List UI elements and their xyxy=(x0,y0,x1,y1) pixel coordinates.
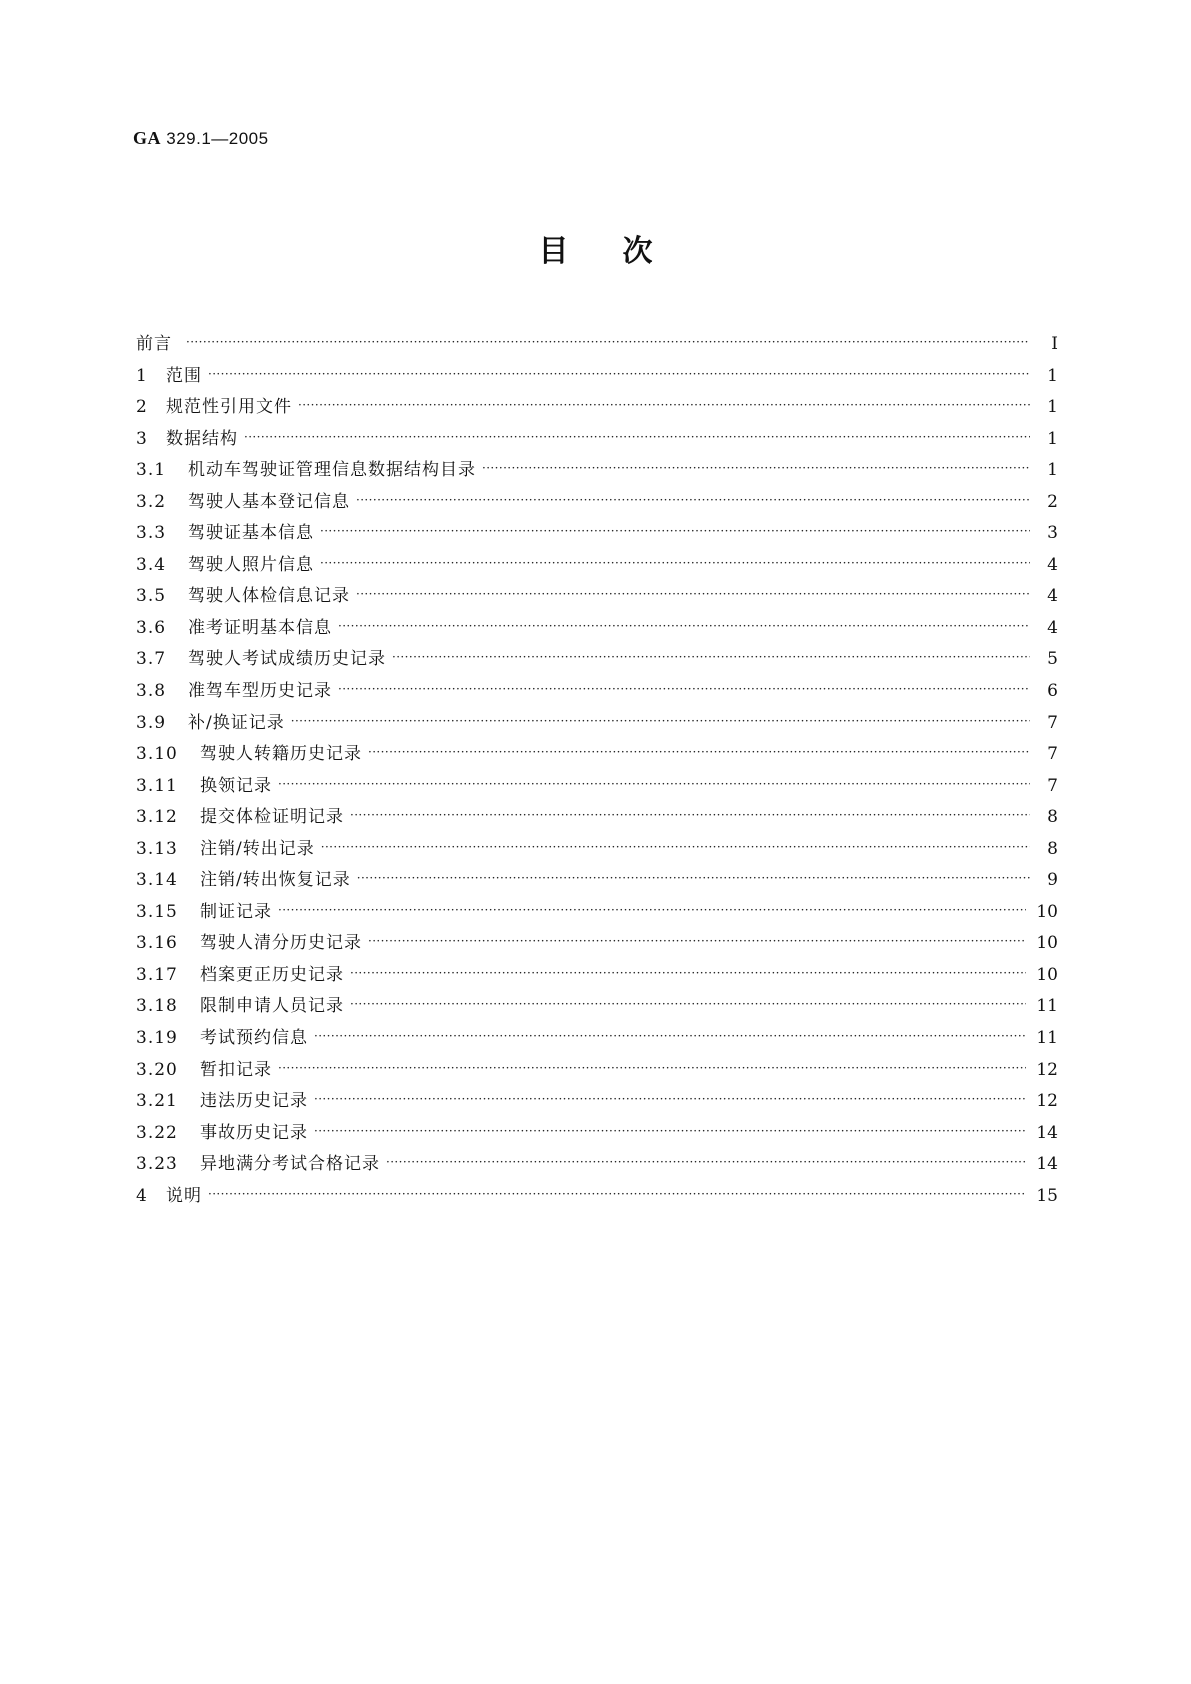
toc-entry[interactable] xyxy=(136,361,1058,393)
toc-entry-page: 10 xyxy=(1036,933,1058,954)
toc-entry-title: 机动车驾驶证管理信息数据结构目录 xyxy=(188,460,476,481)
toc-entry-page: 1 xyxy=(1047,365,1058,386)
toc-entry[interactable] xyxy=(136,1181,1058,1213)
toc-entry-number: 3.19 xyxy=(136,1028,178,1049)
toc-entry-page: 11 xyxy=(1036,1028,1058,1049)
toc-leader-dots xyxy=(338,611,1030,643)
toc-leader-dots xyxy=(368,737,1030,769)
toc-entry[interactable] xyxy=(136,392,1058,424)
toc-entry[interactable] xyxy=(136,424,1058,456)
toc-entry[interactable] xyxy=(136,708,1058,740)
toc-entry-title: 驾驶人基本登记信息 xyxy=(188,491,350,512)
toc-entry-number: 3.23 xyxy=(136,1154,178,1175)
toc-entry-title: 提交体检证明记录 xyxy=(200,807,344,828)
toc-entry-number: 3.5 xyxy=(136,586,167,607)
toc-entry-page: 2 xyxy=(1047,491,1058,512)
toc-entry-number: 1 xyxy=(136,365,148,386)
toc-entry-title: 说明 xyxy=(166,1185,202,1206)
toc-leader-dots xyxy=(208,1179,1026,1211)
toc-leader-dots xyxy=(278,769,1030,801)
document-header xyxy=(133,128,269,149)
toc-entry-title: 驾驶人照片信息 xyxy=(188,554,314,575)
toc-entry-title: 驾驶人清分历史记录 xyxy=(200,933,362,954)
toc-leader-dots xyxy=(368,926,1026,958)
toc-entry[interactable] xyxy=(136,739,1058,771)
toc-entry-title: 驾驶人转籍历史记录 xyxy=(200,744,362,765)
toc-entry-title: 限制申请人员记录 xyxy=(200,996,344,1017)
toc-entry-page: 3 xyxy=(1047,523,1058,544)
toc-leader-dots xyxy=(356,579,1030,611)
standard-number: 329.1—2005 xyxy=(166,129,269,148)
toc-entry-title: 驾驶证基本信息 xyxy=(188,523,314,544)
toc-leader-dots xyxy=(392,642,1030,674)
toc-entry-number: 3.13 xyxy=(136,838,178,859)
toc-entry-number: 3.15 xyxy=(136,901,178,922)
toc-entry-title: 前言 xyxy=(136,334,172,354)
toc-entry[interactable] xyxy=(136,928,1058,960)
toc-leader-dots xyxy=(291,706,1030,738)
toc-entry-page: 14 xyxy=(1036,1154,1058,1175)
toc-entry-page: 7 xyxy=(1047,775,1058,796)
toc-entry-page: 14 xyxy=(1036,1122,1058,1143)
toc-entry[interactable] xyxy=(136,644,1058,676)
toc-entry-number: 3.12 xyxy=(136,807,178,828)
page-title: 目次 xyxy=(538,234,707,269)
toc-entry-number: 3 xyxy=(136,428,148,449)
toc-entry-title: 档案更正历史记录 xyxy=(200,964,344,985)
toc-entry-title: 范围 xyxy=(166,365,202,386)
toc-entry-page: 4 xyxy=(1047,617,1058,638)
toc-entry[interactable] xyxy=(136,550,1058,582)
toc-entry-title: 数据结构 xyxy=(166,428,238,449)
toc-entry-title: 准驾车型历史记录 xyxy=(188,681,332,702)
toc-entry-page: 6 xyxy=(1047,681,1058,702)
toc-leader-dots xyxy=(338,674,1030,706)
toc-leader-dots xyxy=(386,1147,1026,1179)
toc-leader-dots xyxy=(350,958,1026,990)
toc-leader-dots xyxy=(321,832,1030,864)
toc-entry-page: 9 xyxy=(1047,870,1058,891)
toc-entry-number: 2 xyxy=(136,397,148,418)
toc-leader-dots xyxy=(320,516,1030,548)
toc-entry[interactable] xyxy=(136,613,1058,645)
toc-entry-number: 3.11 xyxy=(136,775,178,796)
toc-entry[interactable] xyxy=(136,487,1058,519)
toc-entry-title: 补/换证记录 xyxy=(188,712,285,733)
toc-entry-title: 注销/转出恢复记录 xyxy=(200,870,351,891)
toc-entry[interactable] xyxy=(136,834,1058,866)
toc-entry-title: 规范性引用文件 xyxy=(166,397,292,418)
toc-entry[interactable] xyxy=(136,1118,1058,1150)
toc-leader-dots xyxy=(350,800,1030,832)
toc-entry-title: 驾驶人体检信息记录 xyxy=(188,586,350,607)
toc-entry-page: 10 xyxy=(1036,964,1058,985)
toc-leader-dots xyxy=(482,453,1030,485)
toc-leader-dots xyxy=(350,989,1026,1021)
toc-entry-title: 驾驶人考试成绩历史记录 xyxy=(188,649,386,670)
toc-entry-title: 换领记录 xyxy=(200,775,272,796)
toc-entry-page: 5 xyxy=(1047,649,1058,670)
toc-leader-dots xyxy=(320,548,1030,580)
toc-entry-page: 7 xyxy=(1047,744,1058,765)
toc-entry-page: 15 xyxy=(1036,1185,1058,1206)
toc-entry-number: 3.4 xyxy=(136,554,167,575)
toc-entry[interactable] xyxy=(136,802,1058,834)
toc-entry-page: 11 xyxy=(1036,996,1058,1017)
toc-leader-dots xyxy=(314,1021,1026,1053)
toc-entry-page: 4 xyxy=(1047,586,1058,607)
toc-entry-number: 3.17 xyxy=(136,964,178,985)
toc-entry[interactable] xyxy=(136,1086,1058,1118)
toc-entry-number: 3.21 xyxy=(136,1091,178,1112)
toc-entry-number: 3.8 xyxy=(136,681,167,702)
toc-entry[interactable] xyxy=(136,676,1058,708)
toc-entry[interactable] xyxy=(136,991,1058,1023)
toc-entry[interactable] xyxy=(136,771,1058,803)
toc-entry-title: 违法历史记录 xyxy=(200,1091,308,1112)
toc-entry-number: 3.3 xyxy=(136,523,167,544)
toc-entry-page: 12 xyxy=(1036,1091,1058,1112)
toc-entry-number: 3.6 xyxy=(136,617,167,638)
toc-entry-title: 暂扣记录 xyxy=(200,1059,272,1080)
toc-entry-page: Ⅰ xyxy=(1051,334,1058,354)
toc-leader-dots xyxy=(314,1084,1026,1116)
toc-entry-title: 事故历史记录 xyxy=(200,1122,308,1143)
toc-entry-page: 10 xyxy=(1036,901,1058,922)
toc-entry[interactable] xyxy=(136,897,1058,929)
toc-entry-title: 制证记录 xyxy=(200,901,272,922)
toc-entry-page: 1 xyxy=(1047,460,1058,481)
toc-entry-title: 异地满分考试合格记录 xyxy=(200,1154,380,1175)
toc-entry-page: 1 xyxy=(1047,428,1058,449)
toc-entry-number: 3.9 xyxy=(136,712,167,733)
toc-entry-title: 准考证明基本信息 xyxy=(188,617,332,638)
toc-entry-title: 注销/转出记录 xyxy=(200,838,315,859)
toc-leader-dots xyxy=(278,1053,1026,1085)
toc-entry[interactable] xyxy=(136,1023,1058,1055)
toc-entry[interactable] xyxy=(136,581,1058,613)
table-of-contents xyxy=(136,329,1058,1212)
toc-entry-number: 3.18 xyxy=(136,996,178,1017)
toc-leader-dots xyxy=(278,895,1026,927)
toc-entry-page: 8 xyxy=(1047,838,1058,859)
toc-leader-dots xyxy=(244,422,1030,454)
toc-entry-number: 3.16 xyxy=(136,933,178,954)
toc-entry-page: 8 xyxy=(1047,807,1058,828)
toc-leader-dots xyxy=(357,863,1030,895)
toc-leader-dots xyxy=(314,1116,1026,1148)
toc-leader-dots xyxy=(298,390,1030,422)
toc-entry[interactable] xyxy=(136,518,1058,550)
toc-entry-number: 3.22 xyxy=(136,1122,178,1143)
toc-entry[interactable] xyxy=(136,960,1058,992)
toc-entry-number: 4 xyxy=(136,1185,148,1206)
toc-entry-page: 7 xyxy=(1047,712,1058,733)
toc-entry-number: 3.14 xyxy=(136,870,178,891)
toc-leader-dots xyxy=(208,359,1030,391)
toc-entry-number: 3.7 xyxy=(136,649,167,670)
standard-code: GA xyxy=(133,128,161,148)
toc-entry-number: 3.10 xyxy=(136,744,178,765)
toc-entry[interactable] xyxy=(136,865,1058,897)
toc-leader-dots xyxy=(356,485,1030,517)
toc-entry-number: 3.2 xyxy=(136,491,167,512)
toc-entry-page: 1 xyxy=(1047,397,1058,418)
toc-leader-dots xyxy=(186,327,1030,359)
toc-entry-title: 考试预约信息 xyxy=(200,1028,308,1049)
toc-entry[interactable] xyxy=(136,329,1058,361)
toc-entry-page: 12 xyxy=(1036,1059,1058,1080)
toc-entry-number: 3.20 xyxy=(136,1059,178,1080)
toc-entry[interactable] xyxy=(136,1055,1058,1087)
toc-entry-number: 3.1 xyxy=(136,460,167,481)
toc-entry[interactable] xyxy=(136,455,1058,487)
toc-entry-page: 4 xyxy=(1047,554,1058,575)
toc-entry[interactable] xyxy=(136,1149,1058,1181)
